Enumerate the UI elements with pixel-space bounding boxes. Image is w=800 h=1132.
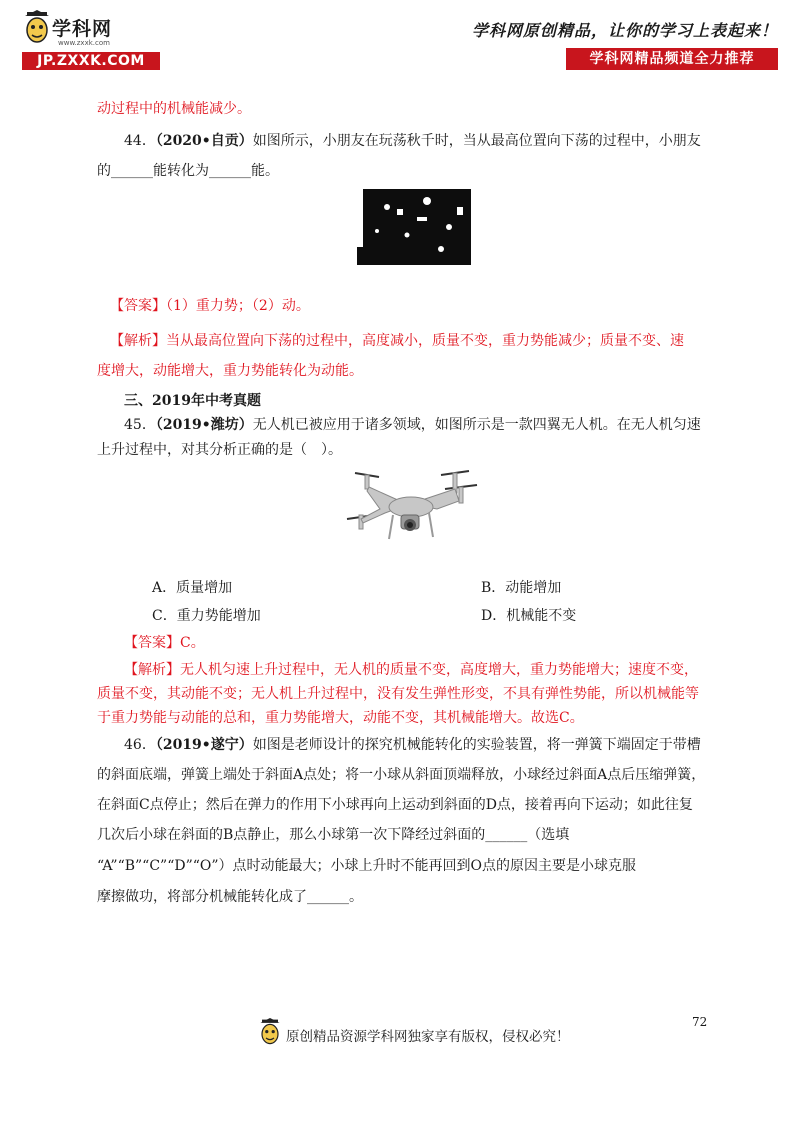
- analysis-44-text-1: 当从最高位置向下荡的过程中，高度减小，质量不变，重力势能减少；质量不变、速: [166, 333, 684, 349]
- q46-source: （2019•遂宁）: [155, 737, 253, 753]
- footer-copyright: 原创精品资源学科网独家享有版权，侵权必究！: [286, 1029, 570, 1045]
- q45-line-1: [124, 415, 701, 435]
- answer-44-text: （1）重力势；（2）动。: [166, 298, 310, 314]
- q45-number: 45．: [124, 417, 156, 433]
- answer-45-tag: 【答案】: [124, 635, 180, 651]
- option-b: B．动能增加: [481, 580, 562, 596]
- mascot-icon: [22, 10, 52, 50]
- analysis-45-text-1: 无人机匀速上升过程中，无人机的质量不变，高度增大，重力势能增大；速度不变，: [180, 662, 698, 678]
- header-banner: 学科网精品频道全力推荐: [566, 48, 778, 70]
- answer-45-text: C。: [180, 635, 205, 651]
- q46-line-6: 摩擦做功，将部分机械能转化成了______。: [97, 889, 363, 905]
- analysis-44-line-1: [110, 331, 684, 351]
- q44-text-1: 如图所示，小朋友在玩荡秋千时，当从最高位置向下荡的过程中，小朋友: [252, 133, 701, 149]
- q46-line-2: 的斜面底端，弹簧上端处于斜面A点处；将一小球从斜面顶端释放，小球经过斜面A点后压缩弹簧，: [97, 767, 706, 783]
- analysis-44-tag: 【解析】: [110, 333, 166, 349]
- option-d: D．机械能不变: [481, 608, 577, 624]
- footer-mascot-icon: [258, 1018, 282, 1050]
- q46-line-1: [124, 735, 701, 755]
- answer-44: [110, 296, 310, 316]
- q45-line-2: 上升过程中，对其分析正确的是（ ）。: [97, 442, 342, 458]
- answer-45: [124, 633, 205, 653]
- analysis-45-line-3: 于重力势能与动能的总和，重力势能增大，动能不变，其机械能增大。故选C。: [97, 710, 584, 726]
- q46-line-3: 在斜面C点停止；然后在弹力的作用下小球再向上运动到斜面的D点，接着再向下运动；如此往复: [97, 797, 693, 813]
- analysis-45-line-1: [124, 660, 698, 680]
- analysis-continuation: 动过程中的机械能减少。: [97, 101, 251, 117]
- section-heading: 三、2019年中考真题: [124, 393, 261, 409]
- answer-44-tag: 【答案】: [110, 298, 166, 314]
- q46-text-1: 如图是老师设计的探究机械能转化的实验装置，将一弹簧下端固定于带槽: [252, 737, 701, 753]
- analysis-45-tag: 【解析】: [124, 662, 180, 678]
- q45-text-1: 无人机已被应用于诸多领域，如图所示是一款四翼无人机。在无人机匀速: [252, 417, 701, 433]
- header: [0, 0, 800, 80]
- logo-domain: JP.ZXXK.COM: [22, 52, 160, 70]
- page-number: 72: [692, 1015, 708, 1029]
- q46-line-5: “A”“B”“C”“D”“O”）点时动能最大；小球上升时不能再回到O点的原因主要是小球克服: [97, 858, 636, 874]
- analysis-44-line-2: 度增大，动能增大，重力势能转化为动能。: [97, 363, 363, 379]
- header-slogan: 学科网原创精品，让你的学习上表起来！: [471, 21, 778, 40]
- swing-photo: [357, 187, 475, 269]
- q44-line-1: [124, 131, 701, 151]
- logo-url: www.zxxk.com: [58, 39, 110, 47]
- option-c: C．重力势能增加: [152, 608, 261, 624]
- option-a: A．质量增加: [152, 580, 233, 596]
- logo-name: 学科网: [52, 18, 113, 40]
- q45-source: （2019•潍坊）: [155, 417, 253, 433]
- drone-image: [345, 463, 480, 553]
- q46-number: 46．: [124, 737, 156, 753]
- q44-source: （2020•自贡）: [155, 133, 253, 149]
- q44-line-2: 的______能转化为______能。: [97, 163, 279, 179]
- q44-number: 44．: [124, 133, 156, 149]
- q46-line-4: 几次后小球在斜面的B点静止，那么小球第一次下降经过斜面的______（选填: [97, 827, 570, 843]
- analysis-45-line-2: 质量不变，其动能不变；无人机上升过程中，没有发生弹性形变，不具有弹性势能，所以机械能等: [97, 686, 699, 702]
